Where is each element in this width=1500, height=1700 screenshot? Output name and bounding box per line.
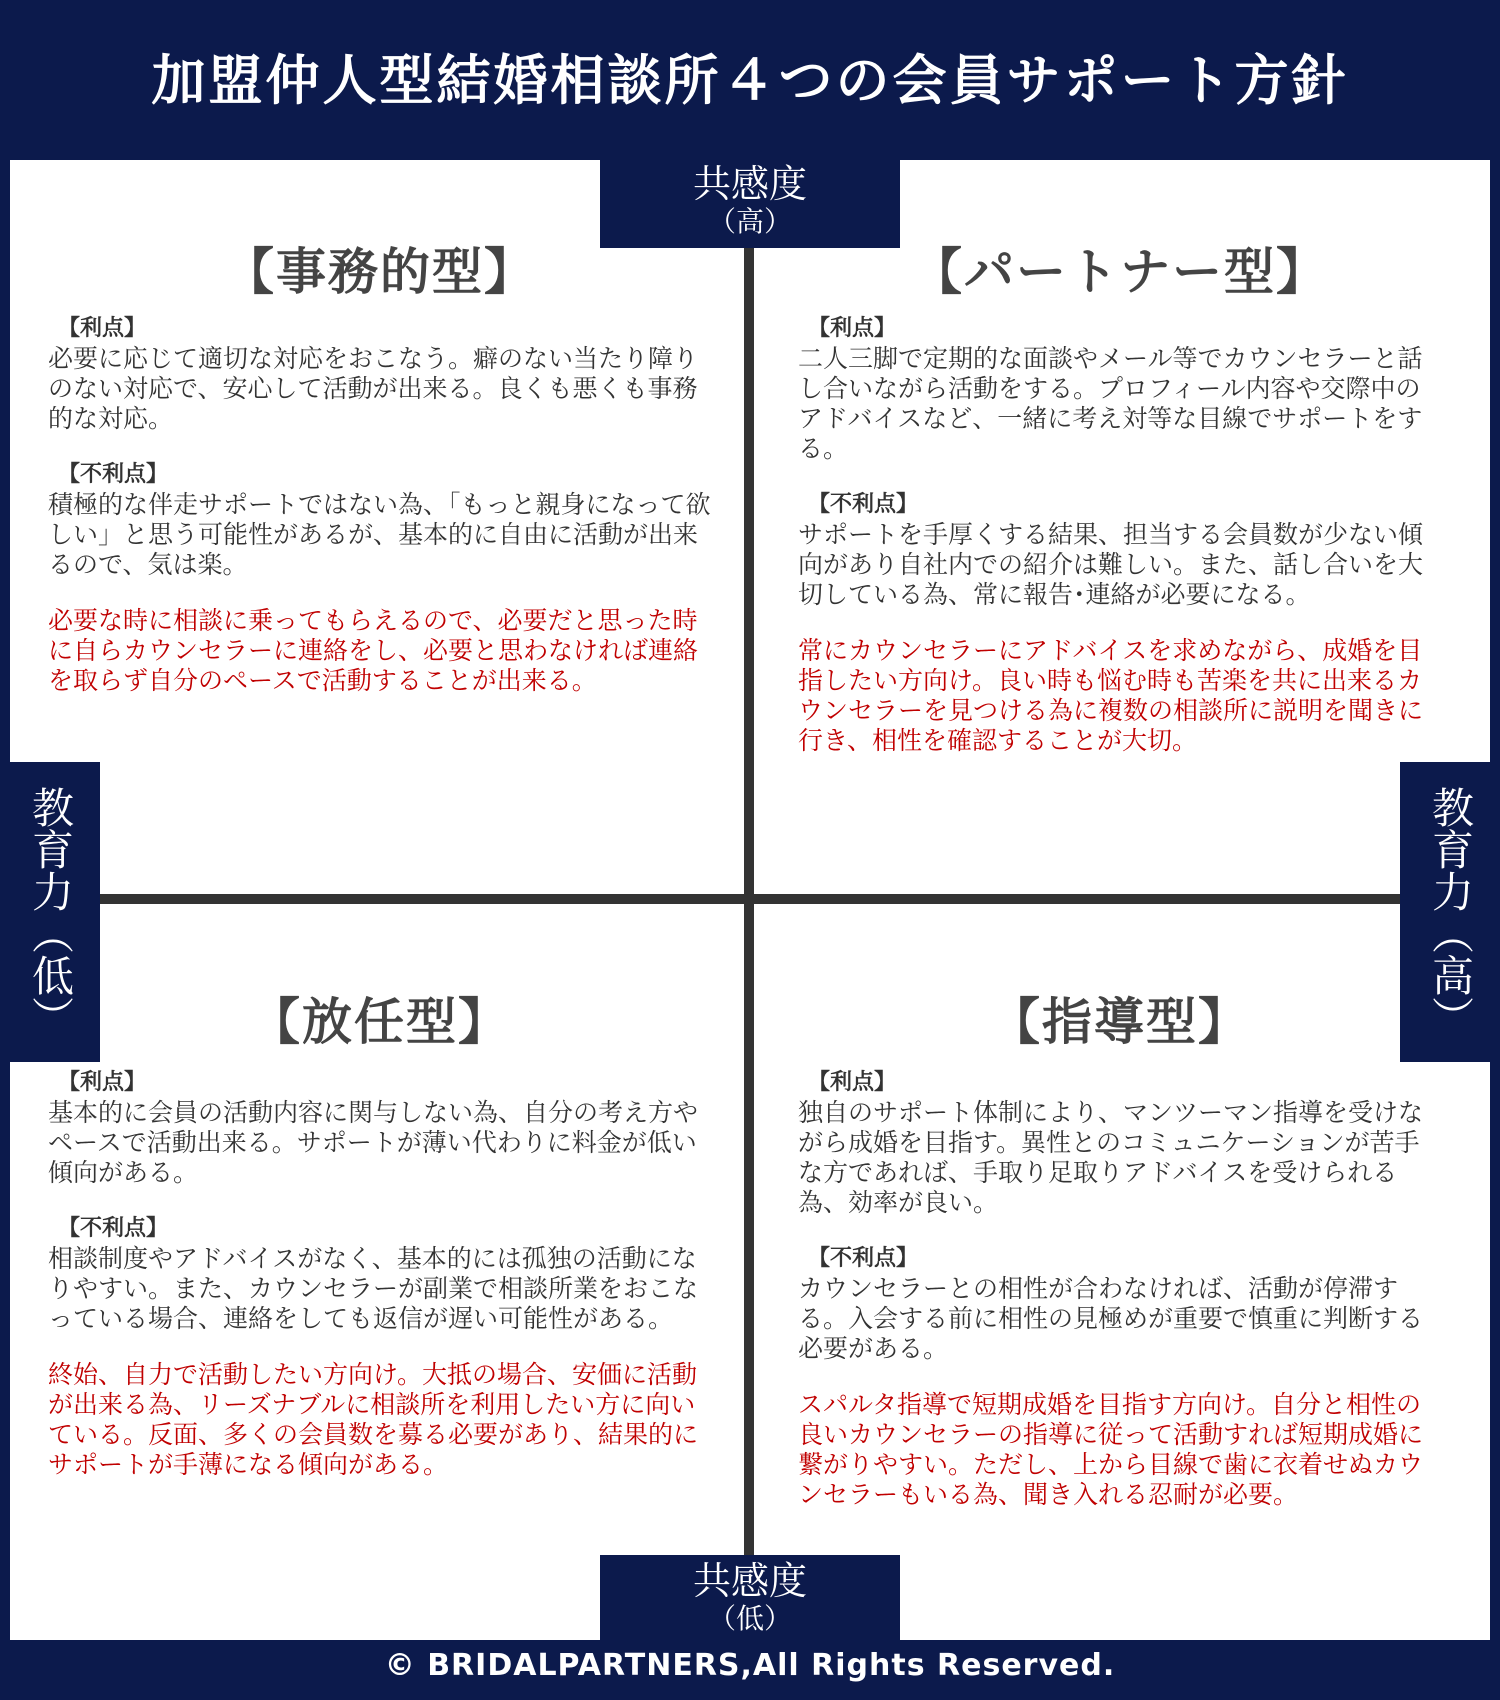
demerit-label: 【不利点】 (808, 1246, 919, 1271)
merit-text: 独自のサポート体制により、マンツーマン指導を受けながら成婚を目指す。異性とのコミュニケーションが苦手な方であれば、手取り足取りアドバイスを受けられる為、効率が良い。 (798, 1098, 1424, 1217)
demerit-label: 【不利点】 (58, 1216, 169, 1241)
axis-label-left: 教育力（低） (0, 762, 100, 1062)
quadrant-title-partner: 【パートナー型】 (912, 243, 1328, 301)
axis-bottom-main: 共感度 (692, 1559, 807, 1603)
quadrant-text-hands-off (48, 1068, 718, 1480)
axis-top-sub: （高） (707, 205, 792, 238)
demerit-label: 【不利点】 (58, 462, 169, 487)
merit-text: 必要に応じて適切な対応をおこなう。癖のない当たり障りのない対応で、安心して活動が出来る。良くも悪くも事務的な対応。 (48, 344, 699, 433)
recommendation-text: スパルタ指導で短期成婚を目指す方向け。自分と相性の良いカウンセラーの指導に従って活動すれば短期成婚に繋がりやすい。ただし、上から目線で歯に衣着せぬカウンセラーもいる為、聞き入れる忍耐が必要。 (798, 1390, 1424, 1509)
quadrant-title-hands-off: 【放任型】 (250, 993, 510, 1051)
demerit-text: サポートを手厚くする結果、担当する会員数が少ない傾向があり自社内での紹介は難しい。また、話し合いを大切している為、常に報告･連絡が必要になる。 (798, 520, 1424, 609)
axis-label-bottom (600, 1555, 900, 1645)
recommendation-text: 終始、自力で活動したい方向け。大抵の場合、安価に活動が出来る為、リーズナブルに相談所を利用したい方に向いている。反面、多くの会員数を募る必要があり、結果的にサポートが手薄になる傾向がある。 (48, 1360, 699, 1479)
merit-label: 【利点】 (58, 316, 147, 341)
merit-text: 基本的に会員の活動内容に関与しない為、自分の考え方やペースで活動出来る。サポートが薄い代わりに料金が低い傾向がある。 (48, 1098, 699, 1187)
demerit-label: 【不利点】 (808, 492, 919, 517)
demerit-text: カウンセラーとの相性が合わなければ、活動が停滞する。入会する前に相性の見極めが重要で慎重に判断する必要がある。 (798, 1274, 1424, 1363)
merit-text: 二人三脚で定期的な面談やメール等でカウンセラーと話し合いながら活動をする。プロフィール内容や交際中のアドバイスなど、一緒に考え対等な目線でサポートをする。 (798, 344, 1423, 463)
axis-bottom-sub: （低） (707, 1602, 792, 1635)
demerit-text: 積極的な伴走サポートではない為、「もっと親身になって欲しい」と思う可能性があるが、基本的に自由に活動が出来るので、気は楽。 (48, 490, 711, 579)
horizontal-axis-line (98, 894, 1402, 904)
recommendation-text: 必要な時に相談に乗ってもらえるので、必要だと思った時に自らカウンセラーに連絡をし、必要と思わなければ連絡を取らず自分のペースで活動することが出来る。 (48, 606, 699, 695)
merit-label: 【利点】 (808, 316, 897, 341)
demerit-text: 相談制度やアドバイスがなく、基本的には孤独の活動になりやすい。また、カウンセラーが副業で相談所業をおこなっている場合、連絡をしても返信が遅い可能性がある。 (48, 1244, 699, 1333)
quadrant-title-coaching: 【指導型】 (990, 993, 1250, 1051)
copyright-footer: © BRIDALPARTNERS,All Rights Reserved. (384, 1648, 1116, 1683)
quadrant-text-partner (798, 314, 1438, 756)
quadrant-text-administrative (48, 314, 718, 696)
merit-label: 【利点】 (808, 1070, 897, 1095)
merit-label: 【利点】 (58, 1070, 147, 1095)
page-title: 加盟仲人型結婚相談所４つの会員サポート方針 (151, 49, 1349, 112)
recommendation-text: 常にカウンセラーにアドバイスを求めながら、成婚を目指したい方向け。良い時も悩む時も苦楽を共に出来るカウンセラーを見つける為に複数の相談所に説明を聞きに行き、相性を確認することが大切。 (798, 636, 1424, 755)
axis-label-right: 教育力（高） (1400, 762, 1500, 1062)
axis-top-main: 共感度 (692, 162, 807, 206)
quadrant-title-administrative: 【事務的型】 (224, 243, 536, 301)
quadrant-text-coaching (798, 1068, 1438, 1510)
